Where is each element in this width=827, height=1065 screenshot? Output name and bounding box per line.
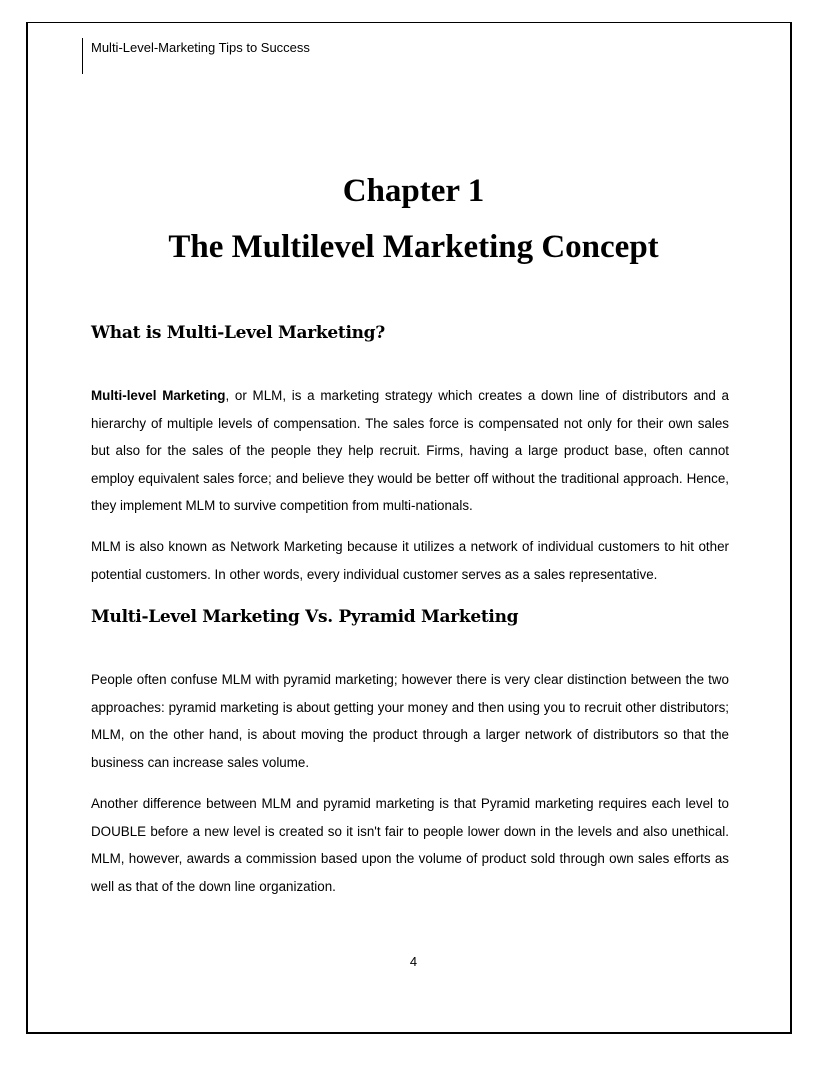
paragraph-mlm-definition	[91, 382, 729, 520]
paragraph-text: People often confuse MLM with pyramid marketing; however there is very clear distinction between the two approaches: pyramid marketing is about getting your money and then using you to recruit other distributors; MLM, on the other hand, is about moving the product through a larger network of distributors so that the business can increase sales volume.	[91, 672, 729, 770]
running-header-text: Multi-Level-Marketing Tips to Success	[91, 40, 310, 55]
paragraph-pyramid-difference	[91, 790, 729, 900]
paragraph-text: Another difference between MLM and pyramid marketing is that Pyramid marketing requires each level to DOUBLE before a new level is created so it isn't fair to people lower down in the levels and also unethical. MLM, however, awards a commission based upon the volume of product sold through own sales efforts as well as that of the down line organization.	[91, 796, 729, 894]
bold-term: Multi-level Marketing	[91, 388, 226, 403]
chapter-number: Chapter 1	[342, 173, 485, 209]
section-heading-mlm-vs-pyramid: Multi-Level Marketing Vs. Pyramid Marketing	[91, 607, 519, 627]
paragraph-pyramid-confusion	[91, 666, 729, 776]
running-header	[82, 38, 310, 74]
page-number: 4	[409, 954, 418, 969]
paragraph-text: , or MLM, is a marketing strategy which creates a down line of distributors and a hierarchy of multiple levels of compensation. The sales force is compensated not only for their own sales but also for the sales of the people they help recruit. Firms, having a large product base, often cannot employ equivalent sales force; and believe they would be better off without the traditional approach. Hence, they implement MLM to survive competition from multi-nationals.	[91, 388, 729, 513]
chapter-title: The Multilevel Marketing Concept	[168, 229, 659, 265]
section-heading-what-is-mlm: What is Multi-Level Marketing?	[91, 323, 385, 343]
paragraph-text: MLM is also known as Network Marketing because it utilizes a network of individual customers to hit other potential customers. In other words, every individual customer serves as a sales representative.	[91, 539, 729, 582]
paragraph-network-marketing	[91, 533, 729, 588]
